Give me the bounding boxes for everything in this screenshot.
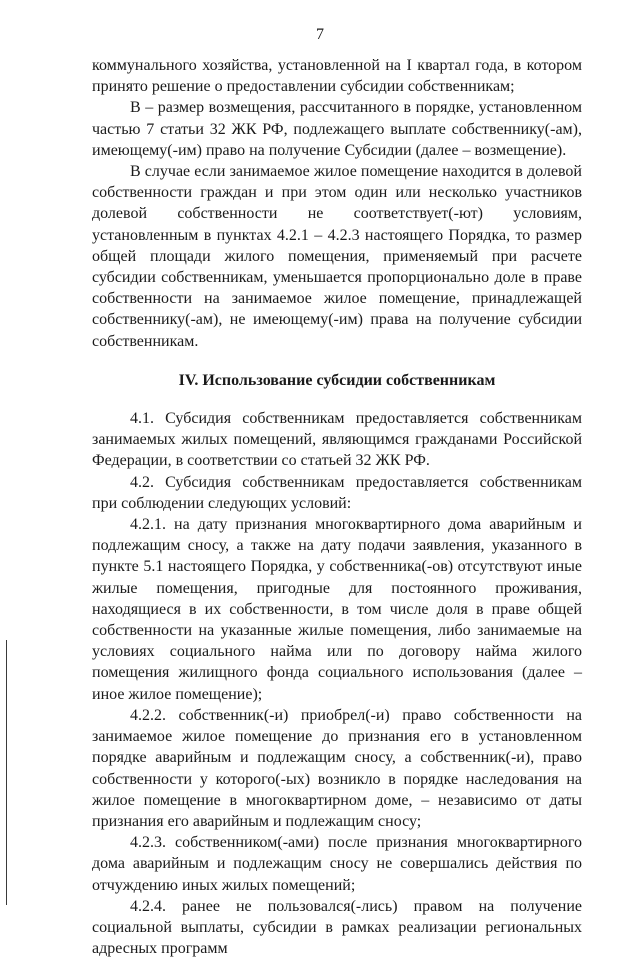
- paragraph-4-2-1: 4.2.1. на дату признания многоквартирного дома аварийным и подлежащим сносу, а также на дату подачи заявления, указанного в пункте 5.1 настоящего Порядка, у собственника(-ов) отсутствуют иные жилые помещения, пригодные для постоянного проживания, находящиеся в их собственности, в том числе доля в праве общей собственности на указанные жилые помещения, либо занимаемые на условиях социального найма или по договору найма жилого помещения жилищного фонда социального использования (далее – иное жилое помещение);: [92, 516, 582, 703]
- paragraph-shared-ownership: В случае если занимаемое жилое помещение находится в долевой собственности граждан и при этом один или несколько участников долевой собственности не соответствует(-ют) условиям, установленным в пунктах 4.2.1 – 4.2.3 настоящего Порядка, то размер общей площади жилого помещения, применяемый при расчете субсидии собственникам, уменьшается пропорционально доле в праве собственности на занимаемое жилое помещение, принадлежащей собственнику(-ам), не имеющему(-им) права на получение субсидии собственникам.: [92, 163, 582, 350]
- document-body: [92, 55, 582, 959]
- paragraph-4-2-3: 4.2.3. собственником(-ами) после признания многоквартирного дома аварийным и подлежащим сносу не совершались действия по отчуждению иных жилых помещений;: [92, 834, 582, 894]
- paragraph-4-2: 4.2. Субсидия собственникам предоставляется собственникам при соблюдении следующих условий:: [92, 473, 582, 512]
- scan-edge-line: [6, 640, 7, 905]
- page-number: 7: [316, 26, 324, 43]
- section-heading: IV. Использование субсидии собственникам: [178, 371, 496, 389]
- paragraph-continuation: коммунального хозяйства, установленной на I квартал года, в котором принято решение о предоставлении субсидии собственникам;: [92, 57, 582, 96]
- paragraph-4-2-4: 4.2.4. ранее не пользовался(-лись) правом на получение социальной выплаты, субсидии в рамках реализации региональных адресных программ: [92, 897, 582, 958]
- paragraph-4-1: 4.1. Субсидия собственникам предоставляется собственникам занимаемых жилых помещений, являющимся гражданами Российской Федерации, в соответствии со статьей 32 ЖК РФ.: [92, 410, 582, 470]
- paragraph-compensation-definition: В – размер возмещения, рассчитанного в порядке, установленном частью 7 статьи 32 ЖК РФ, подлежащего выплате собственнику(-ам), имеющему(-им) право на получение Субсидии (далее – возмещение).: [92, 99, 582, 159]
- paragraph-4-2-2: 4.2.2. собственник(-и) приобрел(-и) право собственности на занимаемое жилое помещение до признания его в установленном порядке аварийным и подлежащим сносу, а собственник(-и), право собственности у которого(-ых) возникло в порядке наследования на жилое помещение в многоквартирном доме, – независимо от даты признания его аварийным и подлежащим сносу;: [92, 706, 582, 830]
